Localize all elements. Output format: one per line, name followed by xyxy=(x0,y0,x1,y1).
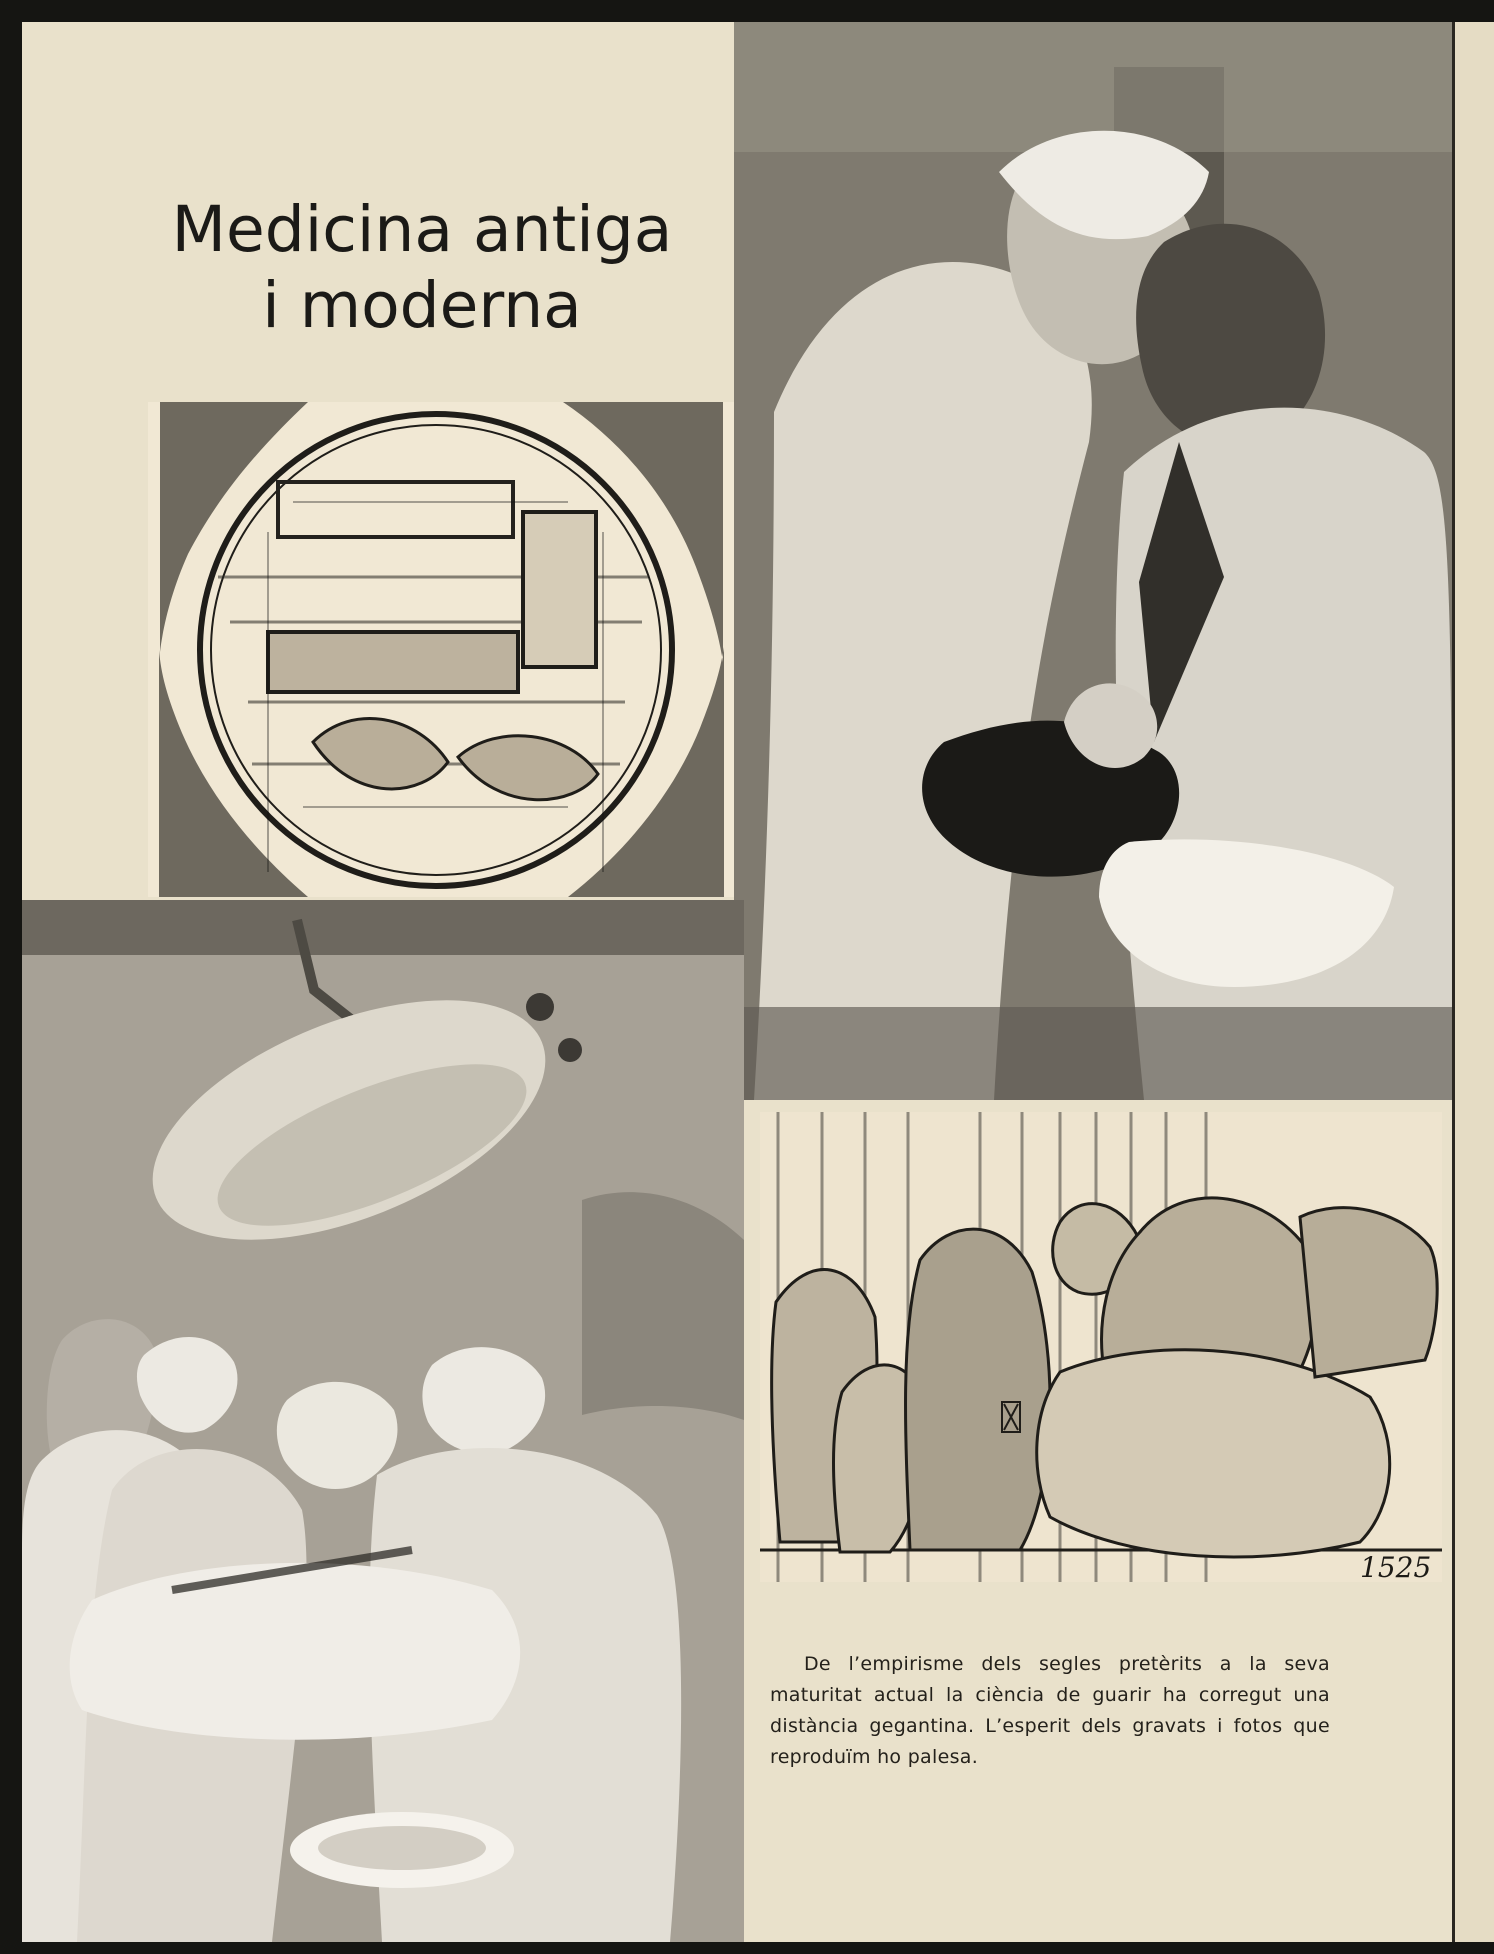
renaissance-medical-engraving-drawing xyxy=(760,1112,1442,1582)
wall-fixture-small xyxy=(558,1038,582,1062)
renaissance-medical-engraving xyxy=(760,1112,1442,1582)
modern-doctors-photograph-image xyxy=(734,22,1452,1100)
modern-doctors-photograph xyxy=(734,22,1452,1100)
operating-room-photograph-image xyxy=(22,900,744,1942)
article-title xyxy=(122,192,722,343)
magazine-page xyxy=(22,22,1452,1942)
engraving-bed xyxy=(268,632,518,692)
wall-fixture xyxy=(526,993,554,1021)
engraving-2-date: 1525 xyxy=(1360,1551,1432,1582)
operating-room-photograph xyxy=(22,900,744,1942)
operating-table-drape xyxy=(70,1563,520,1740)
engraving-2-standing-figure xyxy=(906,1229,1051,1550)
antique-sickroom-engraving-drawing xyxy=(148,402,736,897)
engraving-door xyxy=(523,512,596,667)
engraving-2-patient-drape xyxy=(1037,1350,1390,1557)
caption-text: De l’empirisme dels segles pretèrits a la seva maturitat actual la ciència de guarir ha corregut una distància gegantina. L’esperit dels gravats i fotos que reproduïm ho palesa. xyxy=(770,1653,1330,1768)
equipment-cabinet xyxy=(582,1192,744,1420)
adjacent-page-edge xyxy=(1452,22,1494,1942)
title-line-1: Medicina antiga xyxy=(171,193,673,266)
antique-sickroom-engraving xyxy=(148,402,736,897)
table-shadow xyxy=(734,1007,1452,1100)
title-line-2: i moderna xyxy=(262,268,582,342)
ceiling-edge xyxy=(22,900,744,955)
engraving-2-chair-back xyxy=(1300,1208,1437,1377)
basin-inner xyxy=(318,1826,486,1870)
